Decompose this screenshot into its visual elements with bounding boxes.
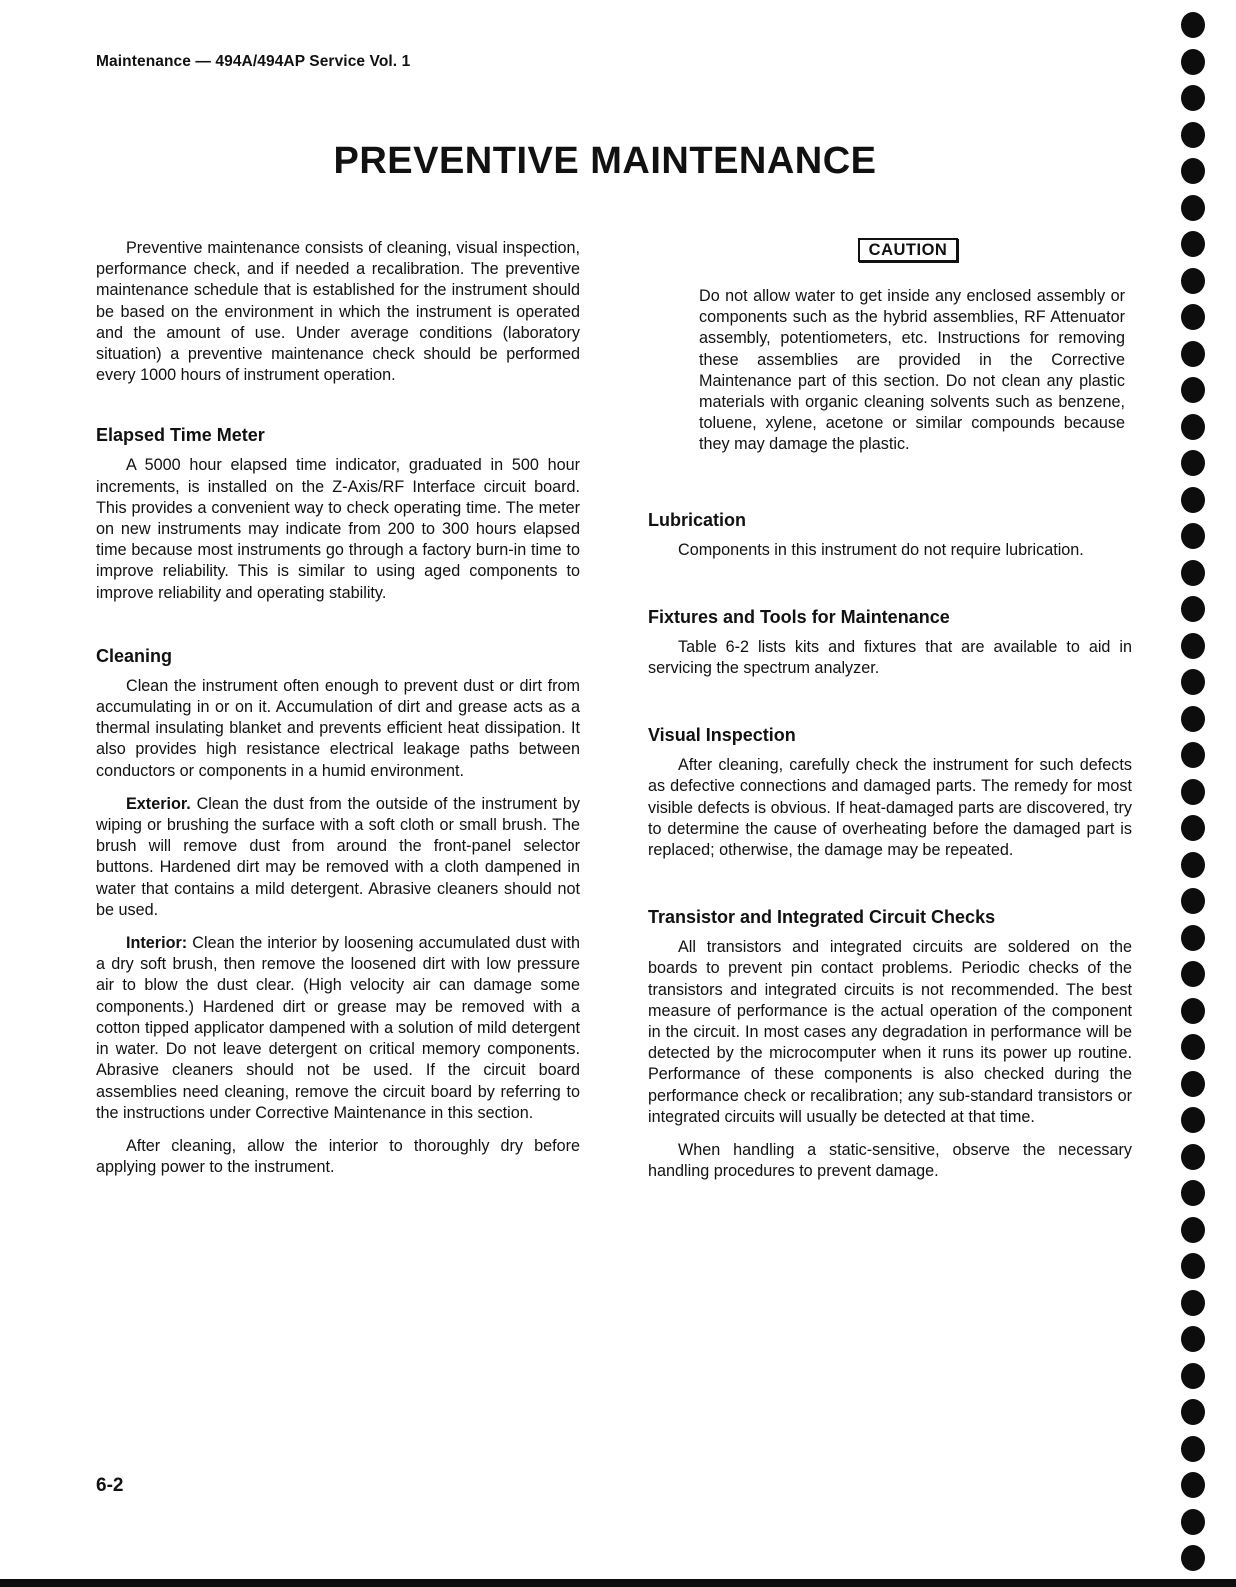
page-number: 6-2 — [96, 1475, 124, 1496]
punch-hole — [1181, 1436, 1205, 1462]
after-cleaning-paragraph: After cleaning, allow the interior to thoroughly dry before applying power to the instrument. — [96, 1136, 580, 1177]
punch-hole — [1181, 1509, 1205, 1535]
punch-hole — [1181, 1290, 1205, 1316]
punch-hole — [1181, 231, 1205, 257]
punch-hole — [1181, 669, 1205, 695]
caution-label: CAUTION — [858, 238, 959, 262]
intro-paragraph: Preventive maintenance consists of cleaning, visual inspection, performance check, and if needed a recalibration. The preventive maintenance schedule that is established for the instrument should be based on the environment in which the instrument is operated and the amount of use. Under average conditions (laboratory situation) a preventive maintenance check should be performed every 1000 hours of instrument operation. — [96, 239, 580, 385]
scan-bottom-edge — [0, 1579, 1236, 1587]
punch-hole — [1181, 414, 1205, 440]
punch-hole — [1181, 1326, 1205, 1352]
punch-hole — [1181, 1180, 1205, 1206]
interior-label: Interior: — [126, 934, 188, 953]
static-sensitive-paragraph: When handling a static-sensitive, observe the necessary handling procedures to prevent damage. — [648, 1141, 1132, 1181]
punch-hole — [1181, 706, 1205, 732]
punch-hole — [1181, 1034, 1205, 1060]
cleaning-heading: Cleaning — [96, 645, 173, 666]
punch-hole — [1181, 85, 1205, 111]
punch-hole — [1181, 925, 1205, 951]
punch-hole — [1181, 304, 1205, 330]
running-header: Maintenance — 494A/494AP Service Vol. 1 — [96, 53, 411, 70]
punch-hole — [1181, 815, 1205, 841]
cleaning-paragraph: Clean the instrument often enough to prevent dust or dirt from accumulating in or on it. Accumulation of dirt and grease acts as a thermal insulating blanket and prevents efficient heat dissipation. It also provides high resistance electrical leakage paths between conductors or components in a humid environment. — [96, 676, 580, 780]
visual-inspection-paragraph: After cleaning, carefully check the instrument for such defects as defective connections and damaged parts. The remedy for most visible defects is obvious. If heat-damaged parts are discovered, try to determine the cause of overheating before the damaged part is replaced; otherwise, the damage may be repeated. — [648, 756, 1132, 860]
elapsed-time-meter-paragraph: A 5000 hour elapsed time indicator, graduated in 500 hour increments, is installed on the Z-Axis/RF Interface circuit board. This provides a convenient way to check operating time. The meter on new instruments may indicate from 200 to 300 hours elapsed time because most instruments go through a factory burn-in time to improve reliability. This is similar to using aged components to improve reliability and operating stability. — [96, 456, 580, 602]
punch-hole — [1181, 998, 1205, 1024]
punch-hole — [1181, 742, 1205, 768]
punch-hole — [1181, 49, 1205, 75]
punch-hole — [1181, 1217, 1205, 1243]
lubrication-heading: Lubrication — [648, 509, 746, 530]
punch-hole — [1181, 122, 1205, 148]
punch-hole — [1181, 158, 1205, 184]
punch-hole — [1181, 12, 1205, 38]
punch-hole — [1181, 523, 1205, 549]
exterior-text: Clean the dust from the outside of the instrument by wiping or brushing the surface with a soft cloth or small brush. The brush will remove dust from around the front-panel selector buttons. Hardened dirt may be removed with a cloth dampened in water that contains a mild detergent. Abrasive cleaners should not be used. — [96, 794, 580, 919]
punch-hole — [1181, 779, 1205, 805]
lubrication-paragraph: Components in this instrument do not require lubrication. — [678, 540, 1084, 559]
punch-hole — [1181, 1107, 1205, 1133]
exterior-label: Exterior. — [126, 794, 191, 813]
punch-hole — [1181, 1399, 1205, 1425]
punch-hole — [1181, 633, 1205, 659]
punch-hole — [1181, 1071, 1205, 1097]
fixtures-tools-paragraph: Table 6-2 lists kits and fixtures that are available to aid in servicing the spectrum analyzer. — [648, 637, 1132, 678]
caution-header — [688, 238, 1128, 262]
punch-hole — [1181, 560, 1205, 586]
punch-hole — [1181, 1253, 1205, 1279]
punch-hole — [1181, 852, 1205, 878]
punch-hole — [1181, 450, 1205, 476]
punch-hole — [1181, 195, 1205, 221]
punch-hole — [1181, 1545, 1205, 1571]
punch-hole — [1181, 268, 1205, 294]
transistor-ic-checks-paragraph: All transistors and integrated circuits are soldered on the boards to prevent pin contact problems. Periodic checks of the transistors and integrated circuits is not recommended. The best measure of performance is the actual operation of the component in the circuit. In most cases any degradation in performance will be detected by the microcomputer when it runs its power up routine. Performance of these components is also checked during the performance check or recalibration; any sub-standard transistors or integrated circuits will usually be detected at that time. — [648, 938, 1132, 1126]
punch-hole — [1181, 1144, 1205, 1170]
interior-paragraph — [96, 933, 580, 1124]
right-column — [648, 238, 1132, 1182]
visual-inspection-heading: Visual Inspection — [648, 725, 796, 746]
left-column — [96, 238, 580, 1178]
punch-hole — [1181, 1472, 1205, 1498]
interior-text: Clean the interior by loosening accumulated dust with a dry soft brush, then remove the loosened dirt with low pressure air to blow the dust clear. (High velocity air can damage some components.) Hardened dirt or grease may be removed with a cotton tipped applicator dampened with a solution of mild detergent in water. Do not leave detergent on critical memory components. Abrasive cleaners should not be used. If the circuit board assemblies need cleaning, remove the circuit board by referring to the instructions under Corrective Maintenance in this section. — [96, 934, 580, 1122]
binder-punch-holes — [1180, 0, 1220, 1587]
exterior-paragraph — [96, 794, 580, 921]
caution-paragraph: Do not allow water to get inside any enclosed assembly or components such as the hybrid assemblies, RF Attenuator assembly, potentiometers, etc. Instructions for removing these assemblies are provided in the Corrective Maintenance part of this section. Do not clean any plastic materials with organic cleaning solvents such as benzene, toluene, xylene, acetone or similar compounds because they may damage the plastic. — [699, 287, 1125, 454]
page-title: PREVENTIVE MAINTENANCE — [333, 140, 877, 182]
punch-hole — [1181, 377, 1205, 403]
transistor-ic-checks-heading: Transistor and Integrated Circuit Checks — [648, 907, 996, 928]
punch-hole — [1181, 596, 1205, 622]
punch-hole — [1181, 341, 1205, 367]
fixtures-tools-heading: Fixtures and Tools for Maintenance — [648, 606, 950, 627]
punch-hole — [1181, 961, 1205, 987]
punch-hole — [1181, 487, 1205, 513]
punch-hole — [1181, 1363, 1205, 1389]
punch-hole — [1181, 888, 1205, 914]
elapsed-time-meter-heading: Elapsed Time Meter — [96, 425, 265, 446]
